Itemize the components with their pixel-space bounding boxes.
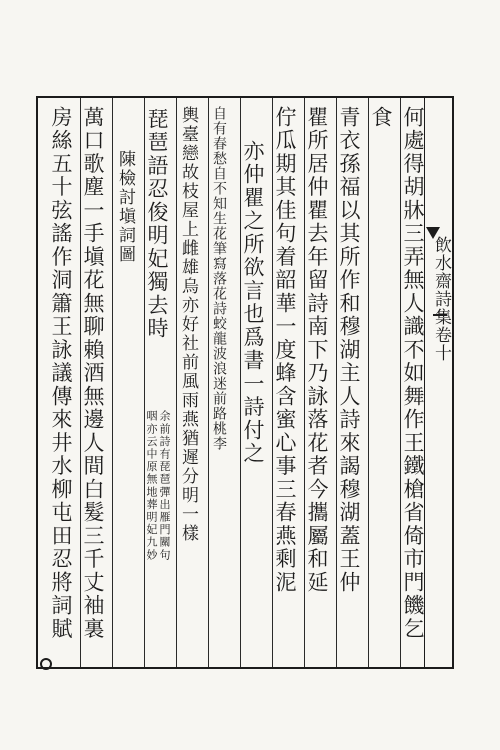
text-column-11: 萬口歌塵一手塡花無聊賴酒無邊人間白髮三千丈袖裏: [81, 106, 105, 641]
running-title: 飲水齋詩集卷十: [431, 236, 451, 362]
text-column-5: 佇瓜期其佳句着韶華一度蜂含蜜心事三春燕剩泥: [273, 106, 297, 595]
banxin-line: [452, 98, 453, 667]
column-rule: [112, 98, 113, 667]
text-column-12: 房絲五十弦謠作洞簫王詠議傳來井水柳屯田忍將詞賦: [49, 106, 73, 641]
text-column-1: 何處得胡牀三弄無人識不如舞作王鐵槍省倚市門饑乞: [401, 106, 425, 641]
binding-mark: [40, 658, 52, 670]
text-column-6: 亦仲瞿之所欲言也爲書一詩付之: [241, 140, 265, 466]
text-column-2: 食: [369, 106, 393, 130]
column-rule: [368, 98, 369, 667]
text-column-10: 陳檢討塡詞圖: [115, 150, 135, 264]
text-column-8: 輿臺戀故枝屋上雌雄烏亦好社前風雨燕猶遲分明一樣: [178, 106, 198, 543]
interlinear-note-a: 余前詩有琵琶彈出雁門關句: [158, 410, 171, 562]
text-column-4: 瞿所居仲瞿去年留詩南下乃詠落花者今攜屬和延: [305, 106, 329, 595]
column-rule: [176, 98, 177, 667]
text-column-7: 自有春愁自不知生花筆寫落花詩蛟龍波浪迷前路桃李: [211, 106, 227, 451]
column-rule: [208, 98, 209, 667]
text-column-9: 琵琶語忍俊明妃獨去時: [145, 108, 169, 341]
interlinear-note-b: 咽亦云中原無地葬明妃九妙: [145, 410, 158, 562]
folio-mark: [433, 314, 447, 316]
text-column-3: 青衣孫福以其所作和穆湖主人詩來謁穆湖蓋王仲: [337, 106, 361, 595]
